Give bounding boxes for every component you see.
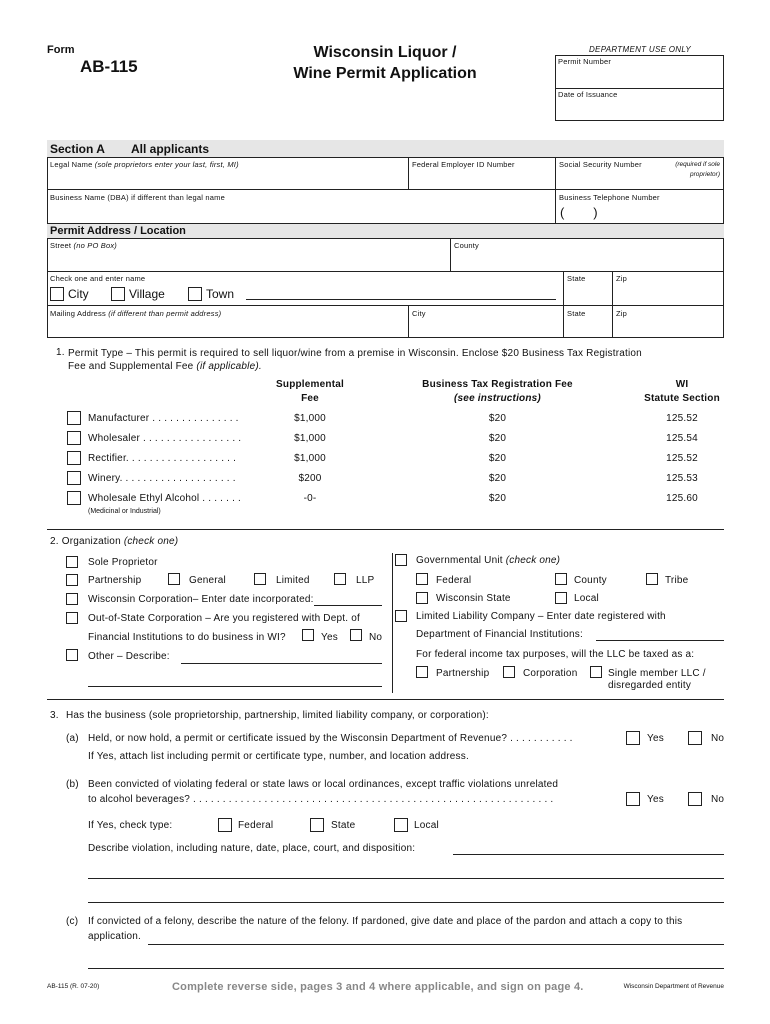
form-revision: AB-115 (R. 07-20): [47, 983, 100, 990]
llc-tax-question: For federal income tax purposes, will the LLC be taxed as a:: [416, 649, 695, 660]
gov-tribe-checkbox[interactable]: [646, 573, 658, 585]
q2-heading: 2. Organization (check one): [50, 536, 179, 547]
street-field[interactable]: Street (no PO Box): [50, 241, 117, 250]
llc-single-member-label: Single member LLC / disregarded entity: [608, 668, 706, 691]
q3a-text: Held, or now hold, a permit or certificate issued by the Wisconsin Department of Revenue? . . . . . . . . . . .: [88, 733, 573, 744]
oos-no-label: No: [369, 632, 383, 643]
q3-text: Has the business (sole proprietorship, partnership, limited liability company, or corporation):: [66, 710, 489, 721]
q3a-subtext: If Yes, attach list including permit or certificate type, number, and location address.: [88, 751, 469, 762]
permit-type-label: Wholesaler . . . . . . . . . . . . . . . . .: [88, 433, 242, 444]
date-of-issuance-field: Date of Issuance: [558, 90, 618, 99]
limited-label: Limited: [276, 575, 310, 586]
llc-single-member-checkbox[interactable]: [590, 666, 602, 678]
form-label: Form: [47, 44, 75, 56]
gov-local-checkbox[interactable]: [555, 592, 567, 604]
q3a-no-label: No: [711, 733, 725, 744]
governmental-unit-checkbox[interactable]: [395, 554, 407, 566]
llc-checkbox[interactable]: [395, 610, 407, 622]
other-org-label: Other – Describe:: [88, 651, 170, 662]
violation-federal-checkbox[interactable]: [218, 818, 232, 832]
county-field[interactable]: County: [454, 241, 479, 250]
q3c-text-1: If convicted of a felony, describe the nature of the felony. If pardoned, give date and place of the pardon and attach a copy to this: [88, 916, 683, 927]
state-field[interactable]: State: [567, 274, 586, 283]
q3b-yes-label: Yes: [647, 794, 664, 805]
violation-type-label: If Yes, check type:: [88, 820, 173, 831]
other-describe-line-1[interactable]: [181, 663, 382, 664]
btr-fee-value: $20: [488, 473, 507, 484]
oos-no-checkbox[interactable]: [350, 629, 362, 641]
permit-type-checkbox[interactable]: [67, 431, 81, 445]
wi-corporation-label: Wisconsin Corporation– Enter date incorporated:: [88, 594, 314, 605]
town-checkbox[interactable]: [188, 287, 202, 301]
phone-area-code: ( ): [560, 205, 598, 220]
felony-describe-line-1[interactable]: [148, 944, 724, 945]
out-of-state-corp-label-2: Financial Institutions to do business in WI?: [88, 632, 286, 643]
llp-checkbox[interactable]: [334, 573, 346, 585]
statute-section-value: 125.52: [666, 413, 698, 424]
q3b-text-1: Been convicted of violating federal or state laws or local ordinances, except traffic violations unrelated: [88, 779, 559, 790]
wi-corporation-date-line[interactable]: [314, 605, 382, 606]
gov-federal-label: Federal: [436, 575, 472, 586]
gov-wi-state-label: Wisconsin State: [436, 593, 511, 604]
municipality-name-line[interactable]: [246, 299, 556, 300]
btr-fee-value: $20: [488, 493, 507, 504]
business-name-field[interactable]: Business Name (DBA) if different than legal name: [50, 193, 225, 202]
gov-county-label: County: [574, 575, 607, 586]
village-option-label: Village: [129, 287, 165, 301]
partnership-label: Partnership: [88, 575, 142, 586]
village-checkbox[interactable]: [111, 287, 125, 301]
violation-state-checkbox[interactable]: [310, 818, 324, 832]
btr-fee-value: $20: [488, 453, 507, 464]
mailing-zip-field[interactable]: Zip: [616, 309, 628, 318]
statute-section-value: 125.60: [666, 493, 698, 504]
felony-describe-line-2[interactable]: [88, 968, 724, 969]
zip-field[interactable]: Zip: [616, 274, 628, 283]
permit-type-label: Winery. . . . . . . . . . . . . . . . . . . .: [88, 473, 236, 484]
supplemental-fee-value: $200: [298, 473, 322, 484]
town-option-label: Town: [206, 287, 235, 301]
q3b-no-checkbox[interactable]: [688, 792, 702, 806]
q3c-text-2: application.: [88, 931, 141, 942]
q3a-no-checkbox[interactable]: [688, 731, 702, 745]
llc-date-line[interactable]: [596, 640, 724, 641]
violation-federal-label: Federal: [238, 820, 274, 831]
mailing-city-field[interactable]: City: [412, 309, 426, 318]
violation-state-label: State: [331, 820, 356, 831]
check-one-label: Check one and enter name: [50, 274, 146, 283]
violation-local-checkbox[interactable]: [394, 818, 408, 832]
ethyl-alcohol-note: (Medicinal or Industrial): [88, 508, 161, 515]
describe-violation-label: Describe violation, including nature, date, place, court, and disposition:: [88, 843, 416, 854]
fein-field[interactable]: Federal Employer ID Number: [412, 160, 515, 169]
title-line-1: Wisconsin Liquor /: [313, 44, 457, 61]
col-wi-statute: WI Statute Section: [644, 379, 720, 404]
permit-type-checkbox[interactable]: [67, 411, 81, 425]
llc-partnership-checkbox[interactable]: [416, 666, 428, 678]
footer-note: Complete reverse side, pages 3 and 4 where applicable, and sign on page 4.: [172, 981, 584, 993]
q3a-yes-checkbox[interactable]: [626, 731, 640, 745]
gov-county-checkbox[interactable]: [555, 573, 567, 585]
other-org-checkbox[interactable]: [66, 649, 78, 661]
col-supplemental-fee: Supplemental Fee: [276, 379, 344, 404]
permit-type-checkbox[interactable]: [67, 471, 81, 485]
business-phone-field[interactable]: Business Telephone Number: [559, 193, 660, 202]
describe-violation-line-1[interactable]: [453, 854, 724, 855]
dept-use-only-label: DEPARTMENT USE ONLY: [588, 45, 692, 54]
q3b-text-2: to alcohol beverages? . . . . . . . . . . . . . . . . . . . . . . . . . . . . . . . . . . . . . . . . . . . . . . . . . . . . . . . . . . . . .: [88, 794, 554, 805]
mailing-state-field[interactable]: State: [567, 309, 586, 318]
violation-local-label: Local: [414, 820, 439, 831]
col-btr-fee: Business Tax Registration Fee (see instructions): [422, 379, 573, 404]
q3a-label: (a): [66, 733, 79, 744]
sole-proprietor-checkbox[interactable]: [66, 556, 78, 568]
llc-label: Limited Liability Company – Enter date registered with: [416, 611, 666, 622]
llc-corporation-checkbox[interactable]: [503, 666, 515, 678]
ssn-note: (required if sole proprietor): [675, 161, 720, 178]
permit-type-label: Manufacturer . . . . . . . . . . . . . . .: [88, 413, 239, 424]
partnership-checkbox[interactable]: [66, 574, 78, 586]
supplemental-fee-value: $1,000: [294, 433, 326, 444]
btr-fee-value: $20: [488, 413, 507, 424]
oos-yes-checkbox[interactable]: [302, 629, 314, 641]
llp-label: LLP: [356, 575, 375, 586]
divider: [47, 529, 724, 530]
q3b-no-label: No: [711, 794, 725, 805]
q3c-label: (c): [66, 916, 79, 927]
sole-proprietor-label: Sole Proprietor: [88, 557, 158, 568]
statute-section-value: 125.53: [666, 473, 698, 484]
supplemental-fee-value: -0-: [303, 493, 317, 504]
llc-corporation-label: Corporation: [523, 668, 578, 679]
out-of-state-corp-checkbox[interactable]: [66, 612, 78, 624]
q3b-yes-checkbox[interactable]: [626, 792, 640, 806]
q2-column-divider: [392, 553, 393, 693]
q1-number: 1.: [56, 347, 65, 358]
permit-address-heading: Permit Address / Location: [50, 225, 186, 237]
q3-number: 3.: [50, 710, 59, 721]
divider: [47, 699, 724, 700]
city-option-label: City: [68, 287, 89, 301]
statute-section-value: 125.52: [666, 453, 698, 464]
oos-yes-label: Yes: [321, 632, 338, 643]
form-number: AB-115: [80, 57, 138, 76]
supplemental-fee-value: $1,000: [294, 413, 326, 424]
ssn-field[interactable]: Social Security Number: [559, 160, 642, 169]
statute-section-value: 125.54: [666, 433, 698, 444]
out-of-state-corp-label: Out-of-State Corporation – Are you registered with Dept. of: [88, 613, 360, 624]
permit-type-checkbox[interactable]: [67, 451, 81, 465]
limited-partnership-checkbox[interactable]: [254, 573, 266, 585]
gov-tribe-label: Tribe: [665, 575, 689, 586]
gov-federal-checkbox[interactable]: [416, 573, 428, 585]
describe-violation-line-2[interactable]: [88, 878, 724, 879]
permit-number-field: Permit Number: [558, 57, 612, 66]
city-checkbox[interactable]: [50, 287, 64, 301]
q3a-yes-label: Yes: [647, 733, 664, 744]
q3b-label: (b): [66, 779, 79, 790]
q1-text: Permit Type – This permit is required to sell liquor/wine from a premise in Wisconsin. Enclose $20 Business Tax Registration Fee and Supplemental Fee (if applicable).: [68, 348, 642, 372]
btr-fee-value: $20: [488, 433, 507, 444]
general-partnership-checkbox[interactable]: [168, 573, 180, 585]
page-title: [255, 42, 515, 84]
footer-dept: Wisconsin Department of Revenue: [623, 983, 724, 990]
gov-wi-state-checkbox[interactable]: [416, 592, 428, 604]
gov-local-label: Local: [574, 593, 599, 604]
title-line-2: Wine Permit Application: [293, 65, 477, 82]
wi-corporation-checkbox[interactable]: [66, 593, 78, 605]
llc-partnership-label: Partnership: [436, 668, 490, 679]
section-a-title: All applicants: [131, 142, 210, 156]
mailing-address-field[interactable]: Mailing Address (if different than permit address): [50, 309, 222, 318]
supplemental-fee-value: $1,000: [294, 453, 326, 464]
llc-label-2: Department of Financial Institutions:: [416, 629, 583, 640]
legal-name-field[interactable]: Legal Name (sole proprietors enter your last, first, MI): [50, 160, 239, 169]
section-a-label: Section A: [50, 142, 105, 156]
governmental-unit-label: Governmental Unit (check one): [416, 555, 561, 566]
general-label: General: [189, 575, 226, 586]
permit-type-checkbox[interactable]: [67, 491, 81, 505]
permit-type-label: Rectifier. . . . . . . . . . . . . . . . . . .: [88, 453, 237, 464]
other-describe-line-2[interactable]: [88, 686, 382, 687]
describe-violation-line-3[interactable]: [88, 902, 724, 903]
permit-type-label: Wholesale Ethyl Alcohol . . . . . . .: [88, 493, 242, 504]
